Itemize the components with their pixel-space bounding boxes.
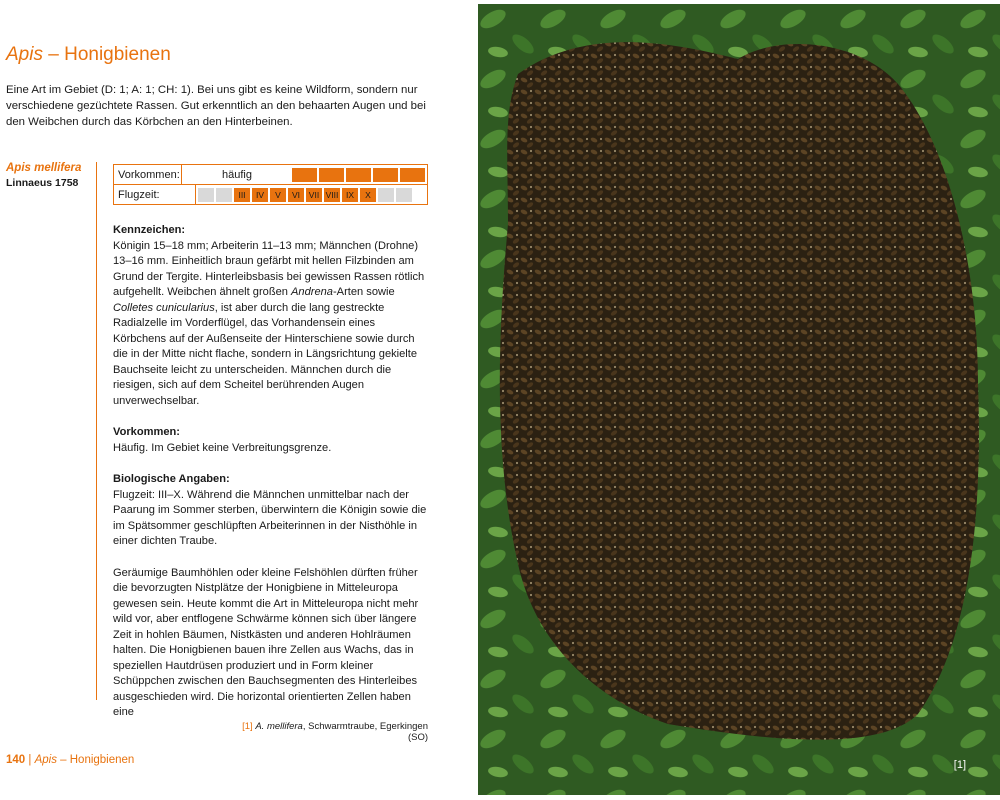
kennzeichen-heading: Kennzeichen: (113, 224, 186, 236)
vorkommen-cells (182, 165, 427, 184)
footer-genus: Apis (34, 754, 57, 766)
flugzeit-month-cell: VII (306, 188, 322, 202)
biologie-text: Flugzeit: III–X. Während die Männchen unmittelbar nach der Paarung im Sommer sterben, überwintern die Königin sowie die im Spätsommer geschlüpften Arbeiterinnen in der Nisthöhle in einer dichten Traube. (113, 488, 427, 547)
main-text (113, 223, 428, 721)
flugzeit-label: Flugzeit: (114, 185, 196, 204)
species-author: Linnaeus 1758 (6, 177, 79, 189)
page-title (6, 44, 171, 66)
caption-number: [1] (242, 721, 253, 732)
vorkommen-bar (400, 168, 425, 182)
flugzeit-cells (196, 185, 427, 204)
section-vorkommen (113, 425, 428, 456)
flugzeit-month-cell: VI (288, 188, 304, 202)
biologie-text-2: Geräumige Baumhöhlen oder kleine Felshöhlen dürften früher die bevorzugten Nistplätze der Honigbiene in Mitteleuropa gewesen sein. Heute kommt die Art in Mitteleuropa nicht mehr wild vor, aber entflogene Schwärme können sich über längere Zeit in hohlen Bäumen, Nistkästen und anderen Hohlräumen halten. Die Honigbienen bauen ihre Zellen aus Wachs, das in speziellen Hautdrüsen produziert und in Form kleiner Schüppchen zwischen den Bauchsegmenten des Hinterleibes ausgeschieden wird. Die horizontal orientierten Zellen haben eine (113, 566, 419, 718)
divider-line (96, 162, 97, 700)
species-name: Apis mellifera (6, 162, 82, 174)
biologie-heading: Biologische Angaben: (113, 473, 230, 485)
title-rest: – Honigbienen (42, 44, 171, 65)
taxon-andrena: Andrena (291, 286, 333, 298)
flugzeit-month-cell: VIII (325, 189, 339, 200)
photo-caption (222, 721, 428, 743)
flugzeit-month-cell: III (234, 188, 250, 202)
vorkommen-bar (346, 168, 371, 182)
caption-text: , Schwarmtraube, Egerkingen (SO) (302, 721, 428, 743)
flugzeit-month-cell (396, 188, 412, 202)
kennzeichen-text-part: , ist aber durch die lang gestreckte Radialzelle im Vorderflügel, das Vorhandensein eines Körbchens auf der Außenseite der Hinterschiene sowie durch die in der Mitte nicht flache, sondern in Längsrichtung gekielte Bauchseite leicht zu unterscheiden. Männchen durch die riesigen, sich auf dem Scheitel berührenden Augen unverwechselbar. (113, 301, 418, 407)
vorkommen-label: Vorkommen: (114, 165, 182, 184)
section-biologie (113, 472, 428, 550)
flugzeit-row (114, 184, 427, 204)
page-footer (6, 754, 134, 766)
vorkommen-bar (319, 168, 344, 182)
page-number: 140 (6, 754, 26, 766)
flugzeit-month-cell: X (360, 188, 376, 202)
flugzeit-month-cell (198, 188, 214, 202)
flugzeit-month-cell: V (270, 188, 286, 202)
vorkommen-bar (292, 168, 317, 182)
title-genus: Apis (6, 44, 43, 65)
footer-separator: | (25, 754, 35, 766)
flugzeit-month-cell: IX (342, 188, 358, 202)
intro-paragraph: Eine Art im Gebiet (D: 1; A: 1; CH: 1). Bei uns gibt es keine Wildform, sondern nur verschiedene gezüchtete Rassen. Gut erkenntlich an den behaarten Augen und bei den Weibchen durch das Körbchen an den Hinterbeinen. (6, 84, 426, 128)
vorkommen-text: Häufig. Im Gebiet keine Verbreitungsgrenze. (113, 441, 332, 454)
vorkommen-heading: Vorkommen: (113, 426, 180, 438)
kennzeichen-text (113, 239, 428, 410)
flugzeit-month-cell (216, 188, 232, 202)
vorkommen-value: häufig (222, 168, 252, 181)
flugzeit-month-cell (378, 188, 394, 202)
flugzeit-month-cell: IV (252, 188, 268, 202)
photo-illustration (478, 4, 1000, 795)
vorkommen-bar (373, 168, 398, 182)
vorkommen-row (114, 165, 427, 184)
info-table (113, 164, 428, 205)
caption-species: A. mellifera (255, 721, 303, 732)
kennzeichen-text-part: -Arten sowie (332, 286, 395, 298)
section-kennzeichen (113, 223, 428, 409)
bee-swarm-photo (478, 4, 1000, 795)
footer-rest: – Honigbienen (56, 754, 135, 766)
species-heading (6, 162, 101, 189)
kennzeichen-text-part: Königin 15–18 mm; Arbeiterin 11–13 mm; Männchen (Drohne) 13–16 mm. Einheitlich braun gefärbt mit hellen Filzbinden am Grund der Tergite. Hinterleibsbasis bei gewissen Rassen rötlich aufgehellt. Weibchen ähnelt großen (113, 239, 425, 298)
photo-number: [1] (953, 759, 966, 771)
taxon-colletes: Colletes cunicularius (113, 301, 215, 314)
